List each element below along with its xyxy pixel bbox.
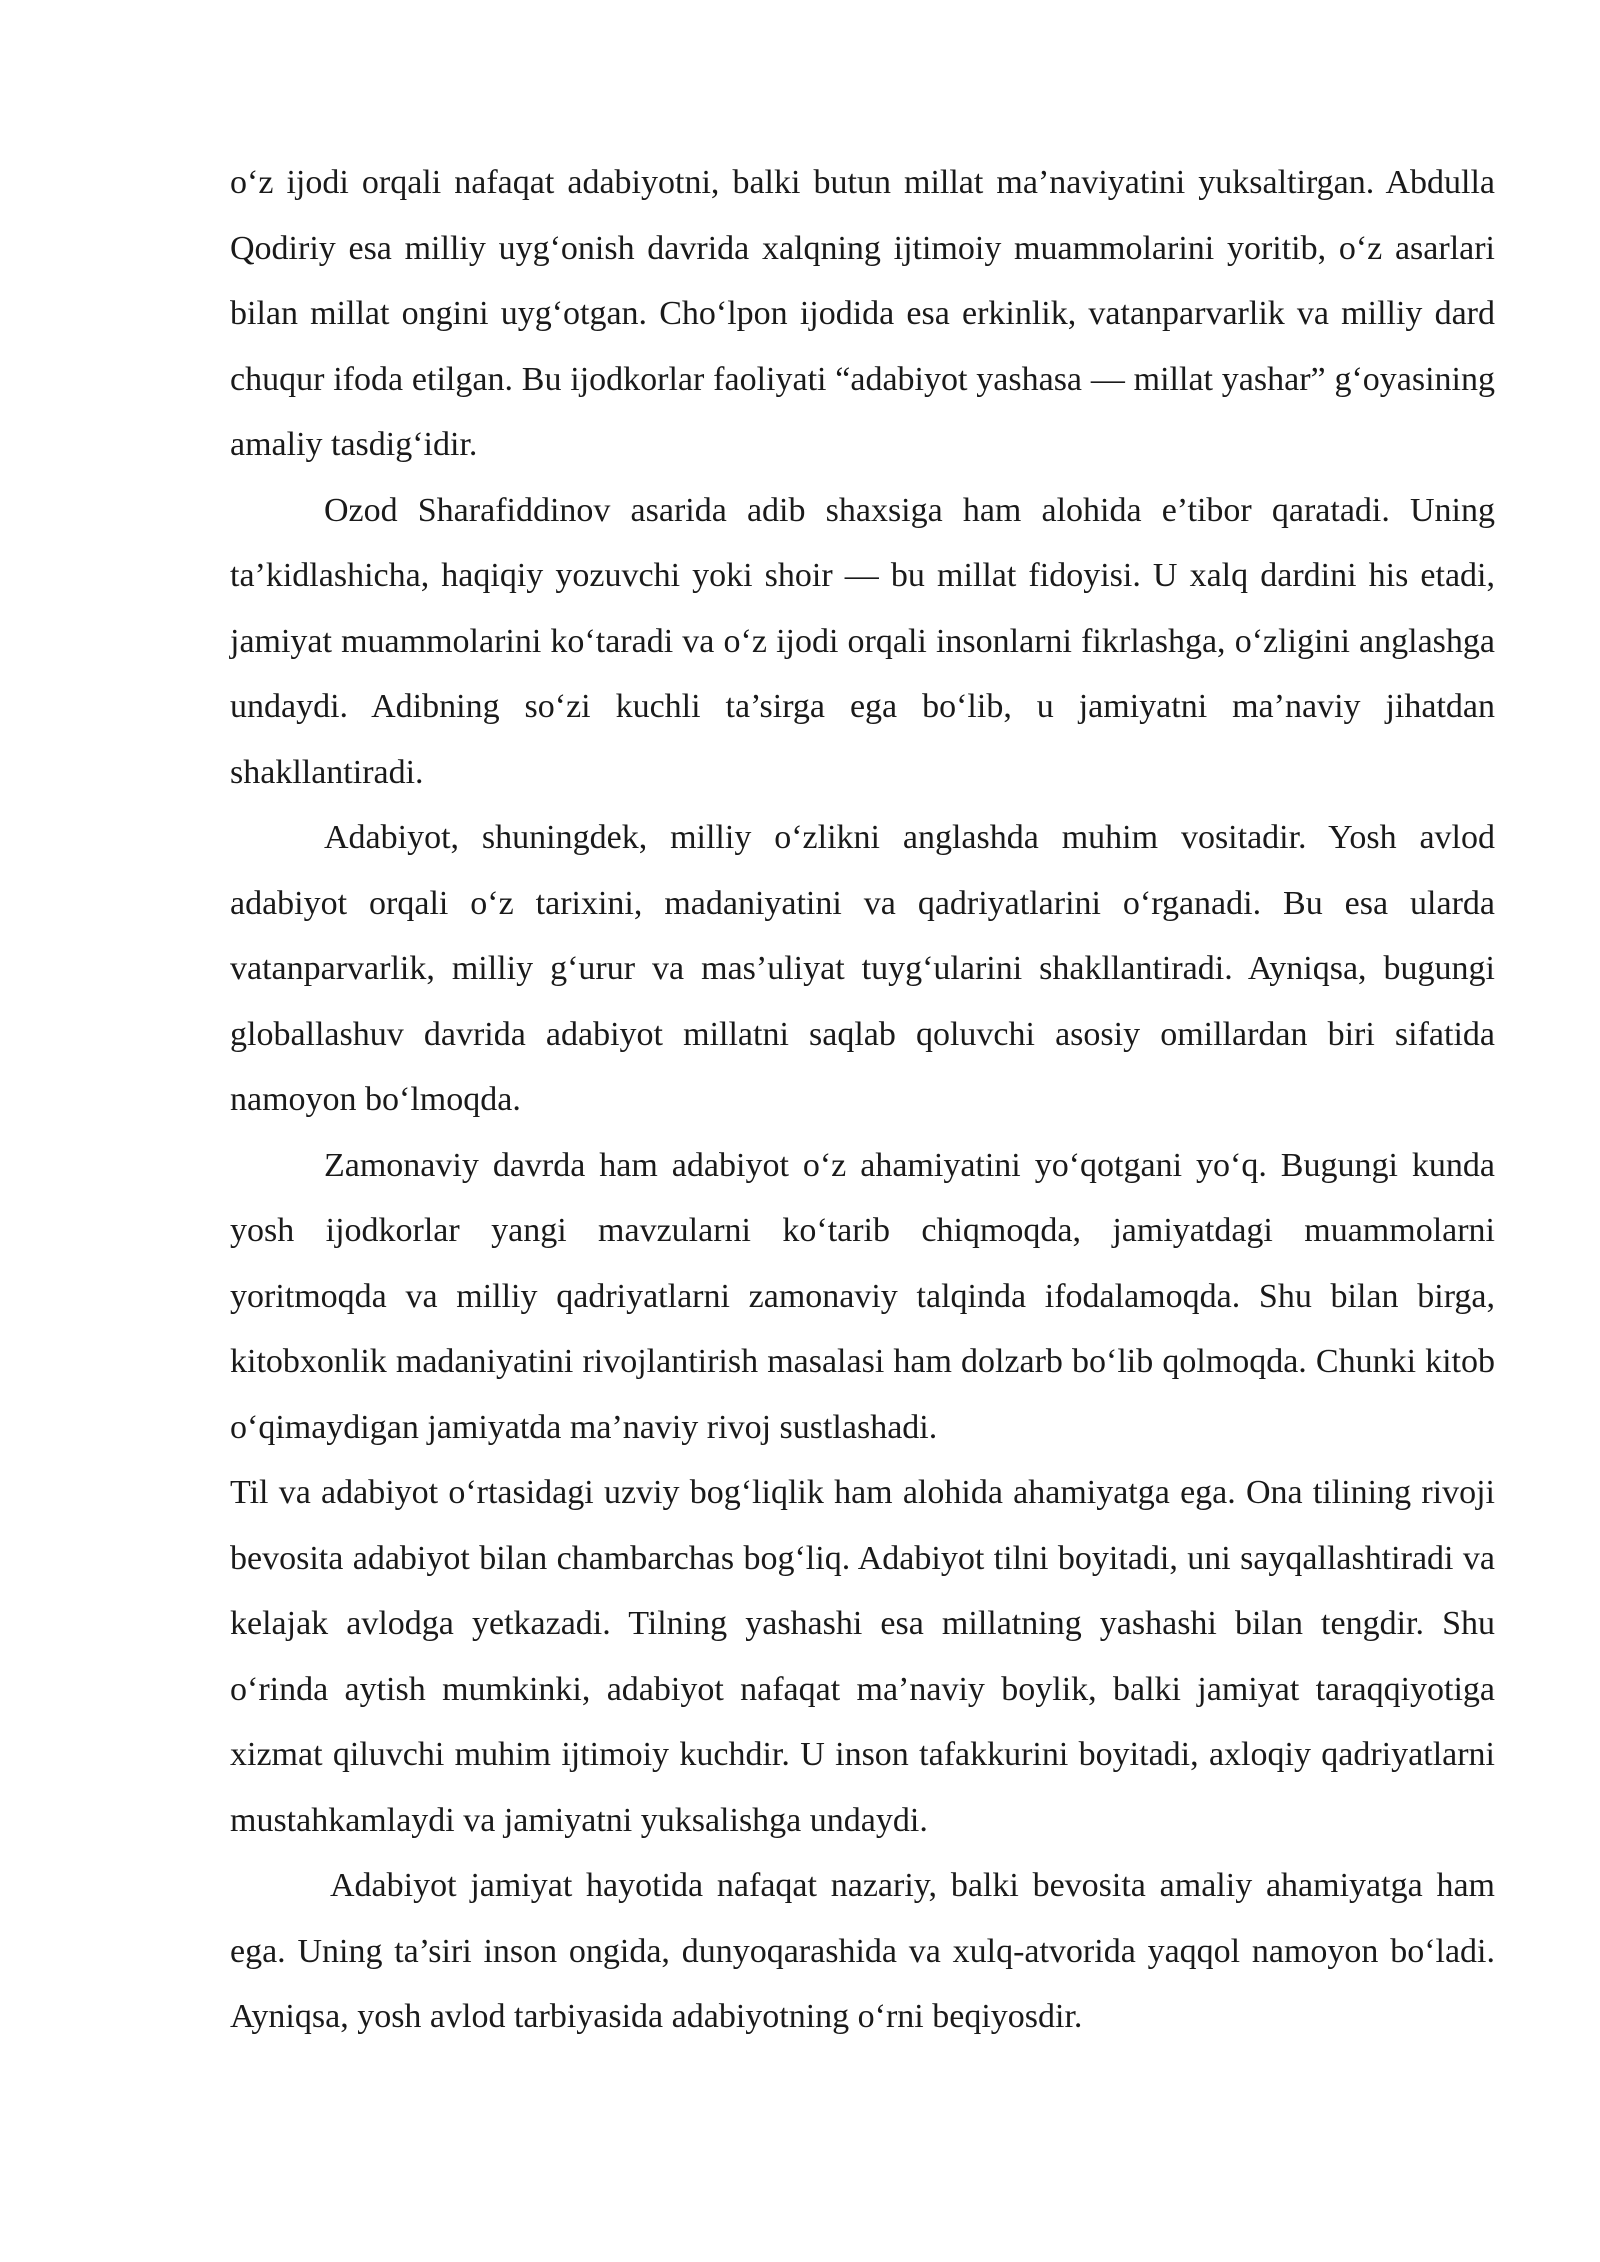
document-page — [230, 150, 1495, 2050]
paragraph-4: Zamonaviy davrda ham adabiyot o‘z ahamiyatini yo‘qotgani yo‘q. Bugungi kunda yosh ijodkorlar yangi mavzularni ko‘tarib chiqmoqda, jamiyatdagi muammolarni yoritmoqda va milliy qadriyatlarni zamonaviy talqinda ifodalamoqda. Shu bilan birga, kitobxonlik madaniyatini rivojlantirish masalasi ham dolzarb bo‘lib qolmoqda. Chunki kitob o‘qimaydigan jamiyatda ma’naviy rivoj sustlashadi. — [230, 1146, 1495, 1446]
paragraph-2: Ozod Sharafiddinov asarida adib shaxsiga ham alohida e’tibor qaratadi. Uning ta’kidlashicha, haqiqiy yozuvchi yoki shoir — bu millat fidoyisi. U xalq dardini his etadi, jamiyat muammolarini ko‘taradi va o‘z ijodi orqali insonlarni fikrlashga, o‘zligini anglashga undaydi. Adibning so‘zi kuchli ta’sirga ega bo‘lib, u jamiyatni ma’naviy jihatdan shakllantiradi. — [230, 491, 1495, 791]
paragraph-5: Til va adabiyot o‘rtasidagi uzviy bog‘liqlik ham alohida ahamiyatga ega. Ona tilining rivoji bevosita adabiyot bilan chambarchas bog‘liq. Adabiyot tilni boyitadi, uni sayqallashtiradi va kelajak avlodga yetkazadi. Tilning yashashi esa millatning yashashi bilan tengdir. Shu o‘rinda aytish mumkinki, adabiyot nafaqat ma’naviy boylik, balki jamiyat taraqqiyotiga xizmat qiluvchi muhim ijtimoiy kuchdir. U inson tafakkurini boyitadi, axloqiy qadriyatlarni mustahkamlaydi va jamiyatni yuksalishga undaydi. — [230, 1474, 1495, 1839]
paragraph-3: Adabiyot, shuningdek, milliy o‘zlikni anglashda muhim vositadir. Yosh avlod adabiyot orqali o‘z tarixini, madaniyatini va qadriyatlarini o‘rganadi. Bu esa ularda vatanparvarlik, milliy g‘urur va mas’uliyat tuyg‘ularini shakllantiradi. Ayniqsa, bugungi globallashuv davrida adabiyot millatni saqlab qoluvchi asosiy omillardan biri sifatida namoyon bo‘lmoqda. — [230, 819, 1495, 1118]
paragraph-6: Adabiyot jamiyat hayotida nafaqat nazariy, balki bevosita amaliy ahamiyatga ham ega. Uning ta’siri inson ongida, dunyoqarashida va xulq-atvorida yaqqol namoyon bo‘ladi. Ayniqsa, yosh avlod tarbiyasida adabiyotning o‘rni beqiyosdir. — [230, 1867, 1495, 2035]
paragraph-1: o‘z ijodi orqali nafaqat adabiyotni, balki butun millat ma’naviyatini yuksaltirgan. Abdulla Qodiriy esa milliy uyg‘onish davrida xalqning ijtimoiy muammolarini yoritib, o‘z asarlari bilan millat ongini uyg‘otgan. Cho‘lpon ijodida esa erkinlik, vatanparvarlik va milliy dard chuqur ifoda etilgan. Bu ijodkorlar faoliyati “adabiyot yashasa — millat yashar” g‘oyasining amaliy tasdig‘idir. — [230, 164, 1495, 463]
